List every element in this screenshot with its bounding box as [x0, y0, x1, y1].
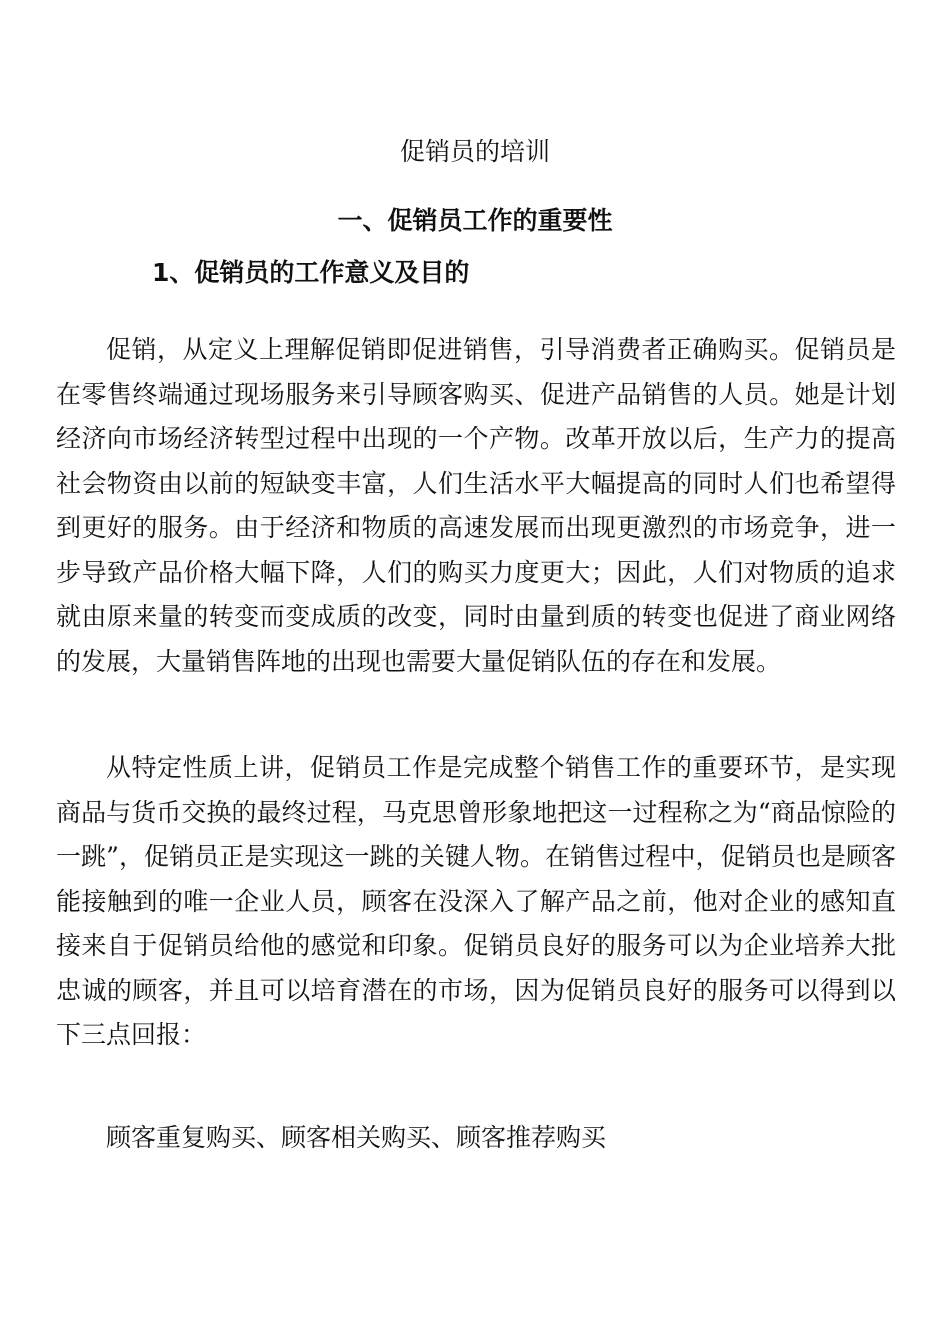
paragraph-returns: 顾客重复购买、顾客相关购买、顾客推荐购买 [106, 1123, 607, 1152]
section-heading: 一、促销员工作的重要性 [337, 206, 613, 235]
sub-heading: 1、促销员的工作意义及目的 [152, 258, 470, 287]
paragraph-nature: 从特定性质上讲，促销员工作是完成整个销售工作的重要环节，是实现商品与货币交换的最终过程，马克思曾形象地把这一过程称之为“商品惊险的一跳”，促销员正是实现这一跳的关键人物。在销售过程中，促销员也是顾客能接触到的唯一企业人员，顾客在没深入了解产品之前，他对企业的感知直接来自于促销员给他的感觉和印象。促销员良好的服务可以为企业培养大批忠诚的顾客，并且可以培育潜在的市场，因为促销员良好的服务可以得到以下三点回报： [56, 753, 896, 1049]
document-title: 促销员的培训 [399, 137, 550, 166]
paragraph-meaning: 促销，从定义上理解促销即促进销售，引导消费者正确购买。促销员是在零售终端通过现场服务来引导顾客购买、促进产品销售的人员。她是计划经济向市场经济转型过程中出现的一个产物。改革开放以后，生产力的提高社会物资由以前的短缺变丰富，人们生活水平大幅提高的同时人们也希望得到更好的服务。由于经济和物质的高速发展而出现更激烈的市场竞争，进一步导致产品价格大幅下降，人们的购买力度更大；因此，人们对物质的追求就由原来量的转变而变成质的改变，同时由量到质的转变也促进了商业网络的发展，大量销售阵地的出现也需要大量促销队伍的存在和发展。 [56, 335, 896, 676]
